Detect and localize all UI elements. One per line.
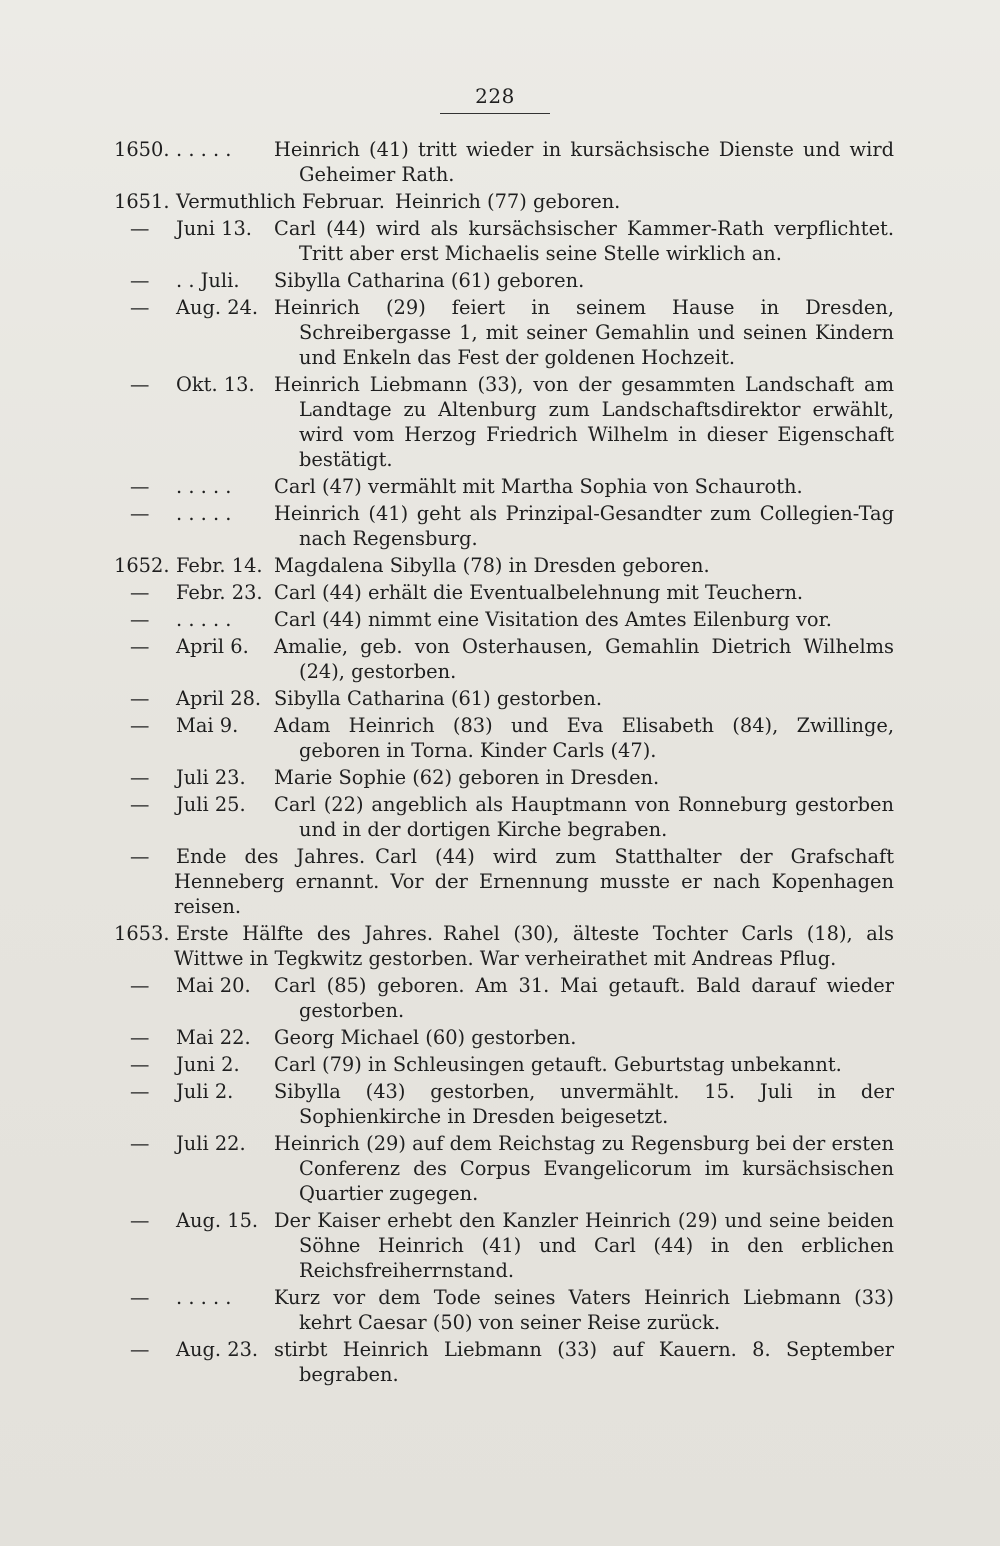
chronicle-entry (114, 137, 894, 187)
entry-year: — (130, 269, 150, 292)
entry-text: Sibylla Catharina (61) gestorben. (274, 687, 602, 710)
entry-date: April 6. (176, 635, 249, 658)
entry-date: Aug. 24. (176, 296, 259, 319)
chronicle-entry (114, 189, 894, 214)
entry-text: stirbt Heinrich Liebmann (33) auf Kauern. 8. September begraben. (274, 1338, 894, 1386)
entry-year: — (130, 1053, 150, 1076)
entry-date: Juni 13. (176, 217, 252, 240)
entry-year: — (130, 714, 150, 737)
chronicle-entry (114, 474, 894, 499)
entry-text: Carl (44) wird zum Statthalter der Grafschaft Henneberg ernannt. Vor der Ernennung musste er nach Kopenhagen reisen. (174, 845, 894, 918)
chronicle-entry (114, 973, 894, 1023)
entry-year: 1653. (114, 922, 170, 945)
chronicle-entry (114, 1208, 894, 1283)
entry-year: — (130, 1080, 150, 1103)
chronicle-entry (114, 765, 894, 790)
entry-text: Carl (22) angeblich als Hauptmann von Ronneburg gestorben und in der dortigen Kirche begraben. (274, 793, 894, 841)
entry-date: . . . . . (176, 475, 232, 498)
entry-date: . . . . . (176, 608, 232, 631)
page-number-rule (440, 113, 550, 114)
chronicle-entry (114, 634, 894, 684)
entry-year: — (130, 766, 150, 789)
entry-date: Juli 23. (176, 766, 246, 789)
chronicle-entry (114, 607, 894, 632)
entry-year: — (130, 793, 150, 816)
entry-date: Febr. 14. (176, 554, 263, 577)
entry-year: — (130, 1286, 150, 1309)
entry-text: Carl (79) in Schleusingen getauft. Geburtstag unbekannt. (274, 1053, 842, 1076)
entry-text: Marie Sophie (62) geboren in Dresden. (274, 766, 660, 789)
chronicle-entry (114, 921, 894, 971)
chronicle-entry (114, 686, 894, 711)
entry-date: Juni 2. (176, 1053, 240, 1076)
chronicle-entry (114, 713, 894, 763)
entry-date: Ende des Jahres. (176, 845, 366, 868)
entry-year: — (130, 608, 150, 631)
chronicle-entry (114, 295, 894, 370)
entry-date: Mai 9. (176, 714, 239, 737)
entry-text: Der Kaiser erhebt den Kanzler Heinrich (29) und seine beiden Söhne Heinrich (41) und Carl (44) in den erblichen Reichsfreiherrnstand. (274, 1209, 894, 1282)
entry-year: — (130, 635, 150, 658)
entry-date: Mai 22. (176, 1026, 251, 1049)
entry-date: Aug. 23. (176, 1338, 259, 1361)
entry-year: 1650. (114, 138, 170, 161)
chronicle-entry (114, 580, 894, 605)
entry-date: April 28. (176, 687, 262, 710)
entry-year: — (130, 1026, 150, 1049)
entry-text: Magdalena Sibylla (78) in Dresden geboren. (274, 554, 710, 577)
entry-date: . . . . . (176, 1286, 232, 1309)
entry-date: Juli 22. (176, 1132, 246, 1155)
entry-year: — (130, 845, 150, 868)
chronicle-entry (114, 792, 894, 842)
chronicle-entry (114, 1337, 894, 1387)
entry-text: Sibylla Catharina (61) geboren. (274, 269, 585, 292)
entry-text: Carl (44) erhält die Eventualbelehnung mit Teuchern. (274, 581, 804, 604)
chronicle-entry (114, 501, 894, 551)
entry-year: — (130, 581, 150, 604)
entry-year: — (130, 974, 150, 997)
entry-year: — (130, 1338, 150, 1361)
entry-year: — (130, 1209, 150, 1232)
entry-date: Vermuthlich Februar. (176, 190, 385, 213)
chronicle-entry (114, 553, 894, 578)
entry-text: Georg Michael (60) gestorben. (274, 1026, 577, 1049)
entry-date: . . . . . (176, 138, 232, 161)
entry-text: Carl (85) geboren. Am 31. Mai getauft. Bald darauf wieder gestorben. (274, 974, 894, 1022)
entry-text: Sibylla (43) gestorben, unvermählt. 15. Juli in der Sophienkirche in Dresden beigesetzt. (274, 1080, 894, 1128)
page-number: 228 (475, 84, 515, 108)
chronicle-entry (114, 268, 894, 293)
entry-year: 1652. (114, 554, 170, 577)
chronicle-entries (114, 137, 894, 1389)
chronicle-entry (114, 1285, 894, 1335)
entry-text: Carl (44) wird als kursächsischer Kammer-Rath verpflichtet. Tritt aber erst Michaelis seine Stelle wirklich an. (274, 217, 894, 265)
chronicle-entry (114, 372, 894, 472)
entry-date: Juli 25. (176, 793, 246, 816)
entry-date: Aug. 15. (176, 1209, 259, 1232)
entry-text: Heinrich (29) auf dem Reichstag zu Regensburg bei der ersten Conferenz des Corpus Evangelicorum im kursächsischen Quartier zugegen. (274, 1132, 894, 1205)
entry-year: — (130, 296, 150, 319)
entry-text: Heinrich (41) geht als Prinzipal-Gesandter zum Collegien-Tag nach Regensburg. (274, 502, 894, 550)
chronicle-entry (114, 844, 894, 919)
chronicle-entry (114, 1131, 894, 1206)
entry-date: Okt. 13. (176, 373, 255, 396)
entry-text: Heinrich (29) feiert in seinem Hause in Dresden, Schreibergasse 1, mit seiner Gemahlin und seinen Kindern und Enkeln das Fest der goldenen Hochzeit. (274, 296, 894, 369)
chronicle-entry (114, 1052, 894, 1077)
entry-date: Mai 20. (176, 974, 251, 997)
entry-date: Febr. 23. (176, 581, 263, 604)
entry-date: . . Juli. (176, 269, 240, 292)
entry-year: — (130, 217, 150, 240)
entry-date: Erste Hälfte des Jahres. (176, 922, 434, 945)
entry-year: 1651. (114, 190, 170, 213)
chronicle-entry (114, 1025, 894, 1050)
entry-year: — (130, 373, 150, 396)
entry-text: Heinrich (41) tritt wieder in kursächsische Dienste und wird Geheimer Rath. (274, 138, 894, 186)
entry-year: — (130, 687, 150, 710)
entry-year: — (130, 475, 150, 498)
entry-text: Amalie, geb. von Osterhausen, Gemahlin Dietrich Wilhelms (24), gestorben. (274, 635, 894, 683)
entry-text: Rahel (30), älteste Tochter Carls (18), als Wittwe in Tegkwitz gestorben. War verheirathet mit Andreas Pflug. (174, 922, 894, 970)
entry-date: Juli 2. (176, 1080, 234, 1103)
entry-year: — (130, 502, 150, 525)
entry-text: Heinrich Liebmann (33), von der gesammten Landschaft am Landtage zu Altenburg zum Landschaftsdirektor erwählt, wird vom Herzog Friedrich Wilhelm in dieser Eigenschaft bestätigt. (274, 373, 894, 471)
entry-year: — (130, 1132, 150, 1155)
entry-text: Kurz vor dem Tode seines Vaters Heinrich Liebmann (33) kehrt Caesar (50) von seiner Reise zurück. (274, 1286, 894, 1334)
entry-date: . . . . . (176, 502, 232, 525)
entry-text: Adam Heinrich (83) und Eva Elisabeth (84), Zwillinge, geboren in Torna. Kinder Carls (47). (274, 714, 894, 762)
chronicle-entry (114, 1079, 894, 1129)
chronicle-entry (114, 216, 894, 266)
entry-text: Heinrich (77) geboren. (394, 190, 621, 213)
entry-text: Carl (47) vermählt mit Martha Sophia von Schauroth. (274, 475, 803, 498)
entry-text: Carl (44) nimmt eine Visitation des Amtes Eilenburg vor. (274, 608, 832, 631)
